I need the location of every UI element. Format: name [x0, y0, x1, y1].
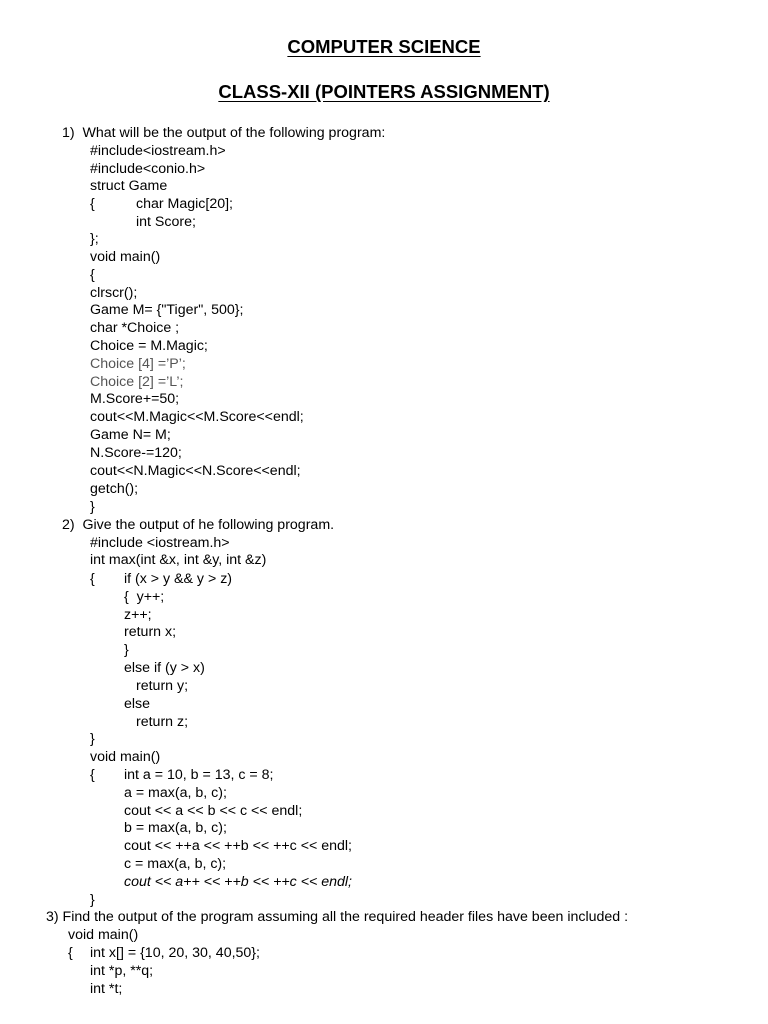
- code-line: Choice [4] =’P’;: [90, 356, 186, 372]
- code-line: return x;: [124, 624, 177, 640]
- code-line: }: [90, 892, 95, 908]
- code-line: cout<<N.Magic<<N.Score<<endl;: [90, 463, 301, 479]
- code-line: int max(int &x, int &y, int &z): [90, 552, 267, 568]
- code-line: {: [68, 945, 73, 961]
- code-line: {: [90, 196, 95, 212]
- code-line: int x[] = {10, 20, 30, 40,50};: [90, 945, 260, 961]
- code-line: cout << ++a << ++b << ++c << endl;: [124, 838, 352, 854]
- code-line: N.Score-=120;: [90, 445, 182, 461]
- code-line: #include<conio.h>: [90, 161, 206, 177]
- code-line: struct Game: [90, 178, 168, 194]
- code-line: 1) What will be the output of the following program:: [62, 125, 386, 141]
- code-line: {: [90, 267, 95, 283]
- code-line: { y++;: [124, 589, 165, 605]
- code-line: int Score;: [136, 214, 196, 230]
- code-line: b = max(a, b, c);: [124, 820, 227, 836]
- code-line: cout << a << b << c << endl;: [124, 803, 303, 819]
- code-line: else: [124, 696, 151, 712]
- code-line: int *t;: [90, 981, 123, 997]
- code-line: {: [90, 571, 95, 587]
- code-line: void main(): [68, 927, 139, 943]
- code-line: }: [90, 499, 95, 515]
- code-line: c = max(a, b, c);: [124, 856, 227, 872]
- code-line: Choice = M.Magic;: [90, 338, 208, 354]
- code-line: #include<iostream.h>: [90, 143, 226, 159]
- code-line: void main(): [90, 749, 161, 765]
- code-line: {: [90, 767, 95, 783]
- code-line: int *p, **q;: [90, 963, 154, 979]
- code-line: clrscr();: [90, 285, 138, 301]
- code-line: void main(): [90, 249, 161, 265]
- code-line: 3) Find the output of the program assuming all the required header files have been included :: [46, 909, 629, 925]
- code-line: cout << a++ << ++b << ++c << endl;: [124, 874, 352, 890]
- code-line: char Magic[20];: [136, 196, 233, 212]
- code-line: #include <iostream.h>: [90, 535, 230, 551]
- code-line: M.Score+=50;: [90, 391, 180, 407]
- code-line: a = max(a, b, c);: [124, 785, 227, 801]
- page-title: COMPUTER SCIENCE: [287, 36, 481, 57]
- code-line: if (x > y && y > z): [124, 571, 233, 587]
- code-line: return y;: [136, 678, 189, 694]
- code-line: else if (y > x): [124, 660, 205, 676]
- code-line: };: [90, 231, 99, 247]
- code-line: char *Choice ;: [90, 320, 180, 336]
- code-line: int a = 10, b = 13, c = 8;: [124, 767, 274, 783]
- code-line: Game N= M;: [90, 427, 171, 443]
- page-subtitle: CLASS-XII (POINTERS ASSIGNMENT): [218, 81, 550, 102]
- code-line: z++;: [124, 607, 152, 623]
- code-line: }: [90, 731, 95, 747]
- code-line: return z;: [136, 714, 189, 730]
- code-line: Game M= {"Tiger", 500};: [90, 302, 244, 318]
- code-line: cout<<M.Magic<<M.Score<<endl;: [90, 409, 304, 425]
- code-line: Choice [2] =’L’;: [90, 374, 184, 390]
- code-line: 2) Give the output of he following program.: [62, 517, 335, 533]
- code-line: getch();: [90, 481, 139, 497]
- code-line: }: [124, 642, 129, 658]
